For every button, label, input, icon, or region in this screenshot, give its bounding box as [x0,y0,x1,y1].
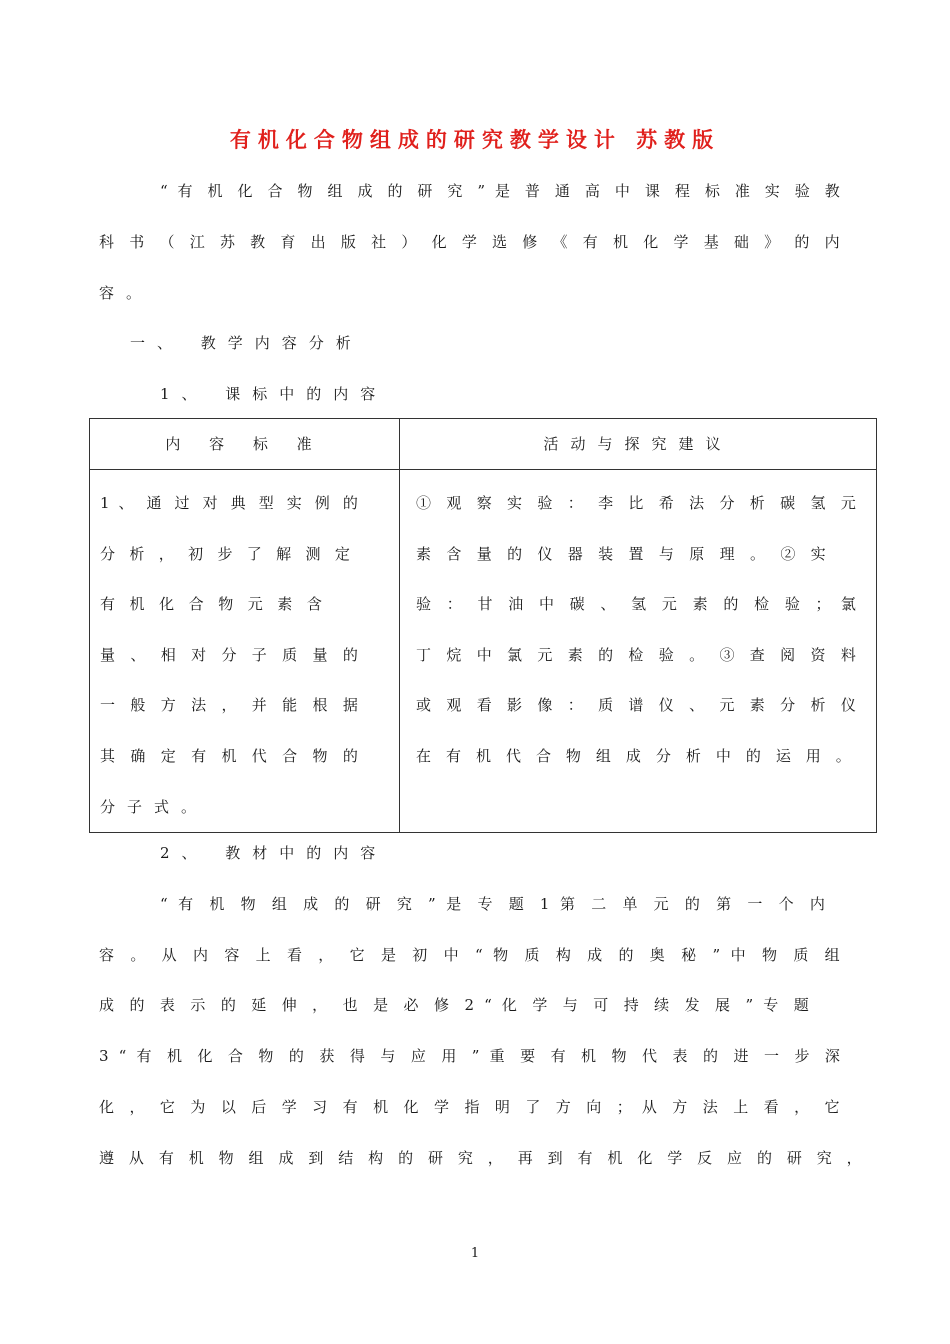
table-header-content-standard: 内 容 标 准 [90,419,400,470]
standard-line-4: 量 、 相 对 分 子 质 量 的 [100,645,358,664]
para2-line-3: 成 的 表 示 的 延 伸 ， 也 是 必 修 2 “ 化 学 与 可 持 续 发 展 ” 专 题 [99,996,809,1014]
activity-suggestion-cell [400,470,877,833]
table-header-activity-suggestion: 活动与探究建议 [400,419,877,470]
document-title: 有机化合物组成的研究教学设计 苏教版 [229,127,721,152]
standard-line-7: 分子式。 [100,797,209,816]
standard-line-6: 其 确 定 有 机 代 合 物 的 [100,746,358,765]
activity-line-5: 或 观 看 影 像 ： 质 谱 仪 、 元 素 分 析 仪 [416,696,856,715]
standard-line-3: 有 机 化 合 物 元 素 含 [100,595,322,614]
intro-line-2: 科 书 （ 江 苏 教 育 出 版 社 ） 化 学 选 修 《 有 机 化 学 基 础 》 的 内 [99,233,840,251]
para2-line-6: 遵 从 有 机 物 组 成 到 结 构 的 研 究 ， 再 到 有 机 化 学 反 应 的 研 究 ， [99,1149,862,1167]
page-number: 1 [470,1246,480,1261]
subheading-2: 2、 教材中的内容 [160,844,388,862]
para2-line-1: “ 有 机 物 组 成 的 研 究 ” 是 专 题 1 第 二 单 元 的 第 一 个 内 [160,895,825,913]
intro-line-1: “ 有 机 化 合 物 组 成 的 研 究 ” 是 普 通 高 中 课 程 标 准 实 验 教 [160,182,840,200]
intro-line-3: 容。 [99,284,154,302]
activity-line-6: 在 有 机 代 合 物 组 成 分 析 中 的 运 用 。 [416,746,851,765]
standard-line-5: 一 般 方 法 ， 并 能 根 据 [100,696,358,715]
table-header-row [90,419,877,470]
standards-table [89,418,877,833]
content-standard-cell [90,470,400,833]
standard-line-1: 1 、 通 过 对 典 型 实 例 的 [100,494,358,512]
standard-line-2: 分 析 ， 初 步 了 解 测 定 [100,544,350,563]
para2-line-4: 3 “ 有 机 化 合 物 的 获 得 与 应 用 ” 重 要 有 机 物 代 表 的 进 一 步 深 [99,1047,840,1065]
activity-line-1: ① 观 察 实 验 ： 李 比 希 法 分 析 碳 氢 元 [416,494,856,512]
activity-line-3: 验 ： 甘 油 中 碳 、 氢 元 素 的 检 验 ； 氯 [416,595,856,614]
section-heading-1: 一、 教学内容分析 [130,334,363,352]
activity-line-4: 丁 烷 中 氯 元 素 的 检 验 。 ③ 查 阅 资 料 [416,645,856,664]
subheading-1: 1、 课标中的内容 [160,385,388,403]
activity-line-2: 素 含 量 的 仪 器 装 置 与 原 理 。 ② 实 [416,544,826,563]
table-row [90,470,877,833]
para2-line-5: 化 ， 它 为 以 后 学 习 有 机 化 学 指 明 了 方 向 ； 从 方 法 上 看 ， 它 [99,1098,840,1116]
para2-line-2: 容 。 从 内 容 上 看 ， 它 是 初 中 “ 物 质 构 成 的 奥 秘 ” 中 物 质 组 [99,946,840,964]
